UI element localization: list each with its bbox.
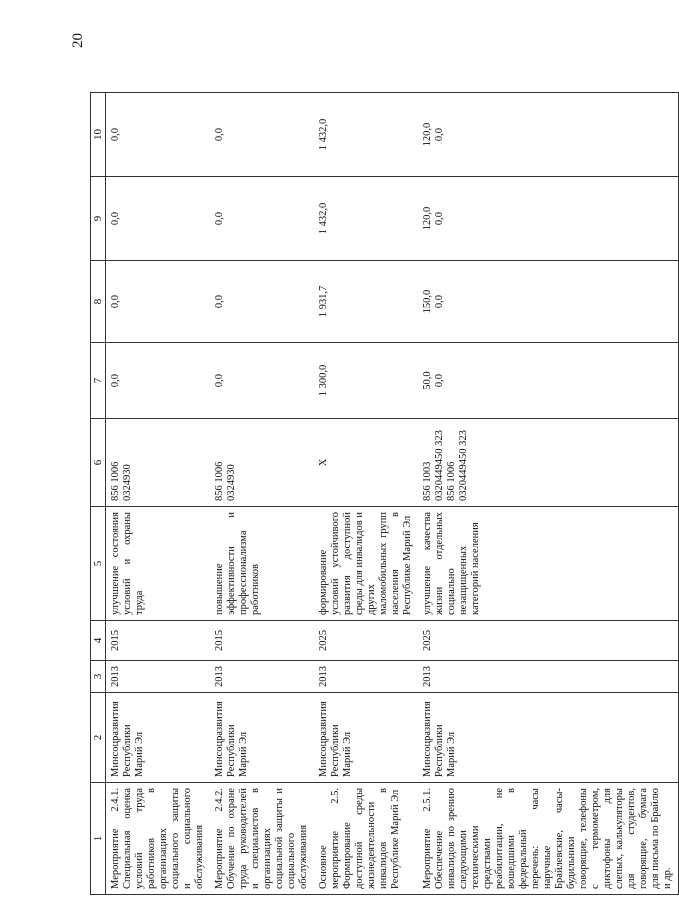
measure-name: Мероприятие 2.4.1. Специальная оценка условий труда работников в организациях социального защиты и социального обслуживания [106, 783, 211, 895]
value-col7: 0,0 [210, 343, 314, 419]
table-row [106, 93, 211, 895]
budget-code: 856 1003 0320449450 323 856 1006 0320449450 323 [418, 419, 679, 507]
expected-result: улучшение состояния условий и охраны труда [106, 507, 211, 621]
executor: Минсоцразвития Республики Марий Эл [106, 693, 211, 783]
measure-name: Мероприятие 2.4.2. Обучение по охране труда руководителей и специалистов в организациях социальной защиты и социального обслуживания [210, 783, 314, 895]
table-row [210, 93, 314, 895]
value-col7: 0,0 [106, 343, 211, 419]
value-col10: 120,0 0,0 [418, 93, 679, 177]
table-row [418, 93, 679, 895]
header-cell: 9 [91, 177, 106, 261]
measure-name: Основное мероприятие 2.5. Формирование доступной среды жизнедеятельности инвалидов в Республике Марий Эл [314, 783, 418, 895]
value-col9: 0,0 [106, 177, 211, 261]
budget-code: X [314, 419, 418, 507]
value-col8: 0,0 [210, 261, 314, 343]
page-number: 20 [70, 33, 86, 48]
header-cell: 2 [91, 693, 106, 783]
value-col8: 0,0 [106, 261, 211, 343]
header-cell: 8 [91, 261, 106, 343]
value-col10: 0,0 [106, 93, 211, 177]
value-col10: 0,0 [210, 93, 314, 177]
value-col9: 120,0 0,0 [418, 177, 679, 261]
header-row [91, 93, 106, 895]
start-year: 2013 [418, 661, 679, 693]
start-year: 2013 [314, 661, 418, 693]
value-col8: 150,0 0,0 [418, 261, 679, 343]
header-cell: 5 [91, 507, 106, 621]
header-cell: 7 [91, 343, 106, 419]
value-col9: 0,0 [210, 177, 314, 261]
budget-code: 856 1006 0324930 [210, 419, 314, 507]
value-col9: 1 432,0 [314, 177, 418, 261]
executor: Минсоцразвития Республики Марий Эл [418, 693, 679, 783]
value-col7: 50,0 0,0 [418, 343, 679, 419]
program-table [90, 92, 679, 895]
executor: Минсоцразвития Республики Марий Эл [314, 693, 418, 783]
budget-code: 856 1006 0324930 [106, 419, 211, 507]
header-cell: 3 [91, 661, 106, 693]
executor: Минсоцразвития Республики Марий Эл [210, 693, 314, 783]
end-year: 2015 [106, 621, 211, 661]
expected-result: повышение эффективности и профессионализма работников [210, 507, 314, 621]
expected-result: улучшение качества жизни отдельных социально незащищенных категорий населения [418, 507, 679, 621]
start-year: 2013 [210, 661, 314, 693]
end-year: 2025 [314, 621, 418, 661]
header-cell: 4 [91, 621, 106, 661]
measure-name: Мероприятие 2.5.1. Обеспечение инвалидов по зрению следующими техническими средствами реабилитации, не вошедшими в федеральный перечень: часы наручные Брайлевские, часы-будильники говорящие, телефоны с термометром, диктофоны для слепых, калькуляторы для студентов, говорящие, бумага для письма по Брайлю и др. [418, 783, 679, 895]
start-year: 2013 [106, 661, 211, 693]
end-year: 2025 [418, 621, 679, 661]
end-year: 2015 [210, 621, 314, 661]
value-col8: 1 931,7 [314, 261, 418, 343]
table-row [314, 93, 418, 895]
header-cell: 10 [91, 93, 106, 177]
header-cell: 1 [91, 783, 106, 895]
value-col10: 1 432,0 [314, 93, 418, 177]
expected-result: формирование условий устойчивого развития доступной среды для инвалидов и других маломобильных групп населения в Республике Марий Эл [314, 507, 418, 621]
header-cell: 6 [91, 419, 106, 507]
value-col7: 1 300,0 [314, 343, 418, 419]
